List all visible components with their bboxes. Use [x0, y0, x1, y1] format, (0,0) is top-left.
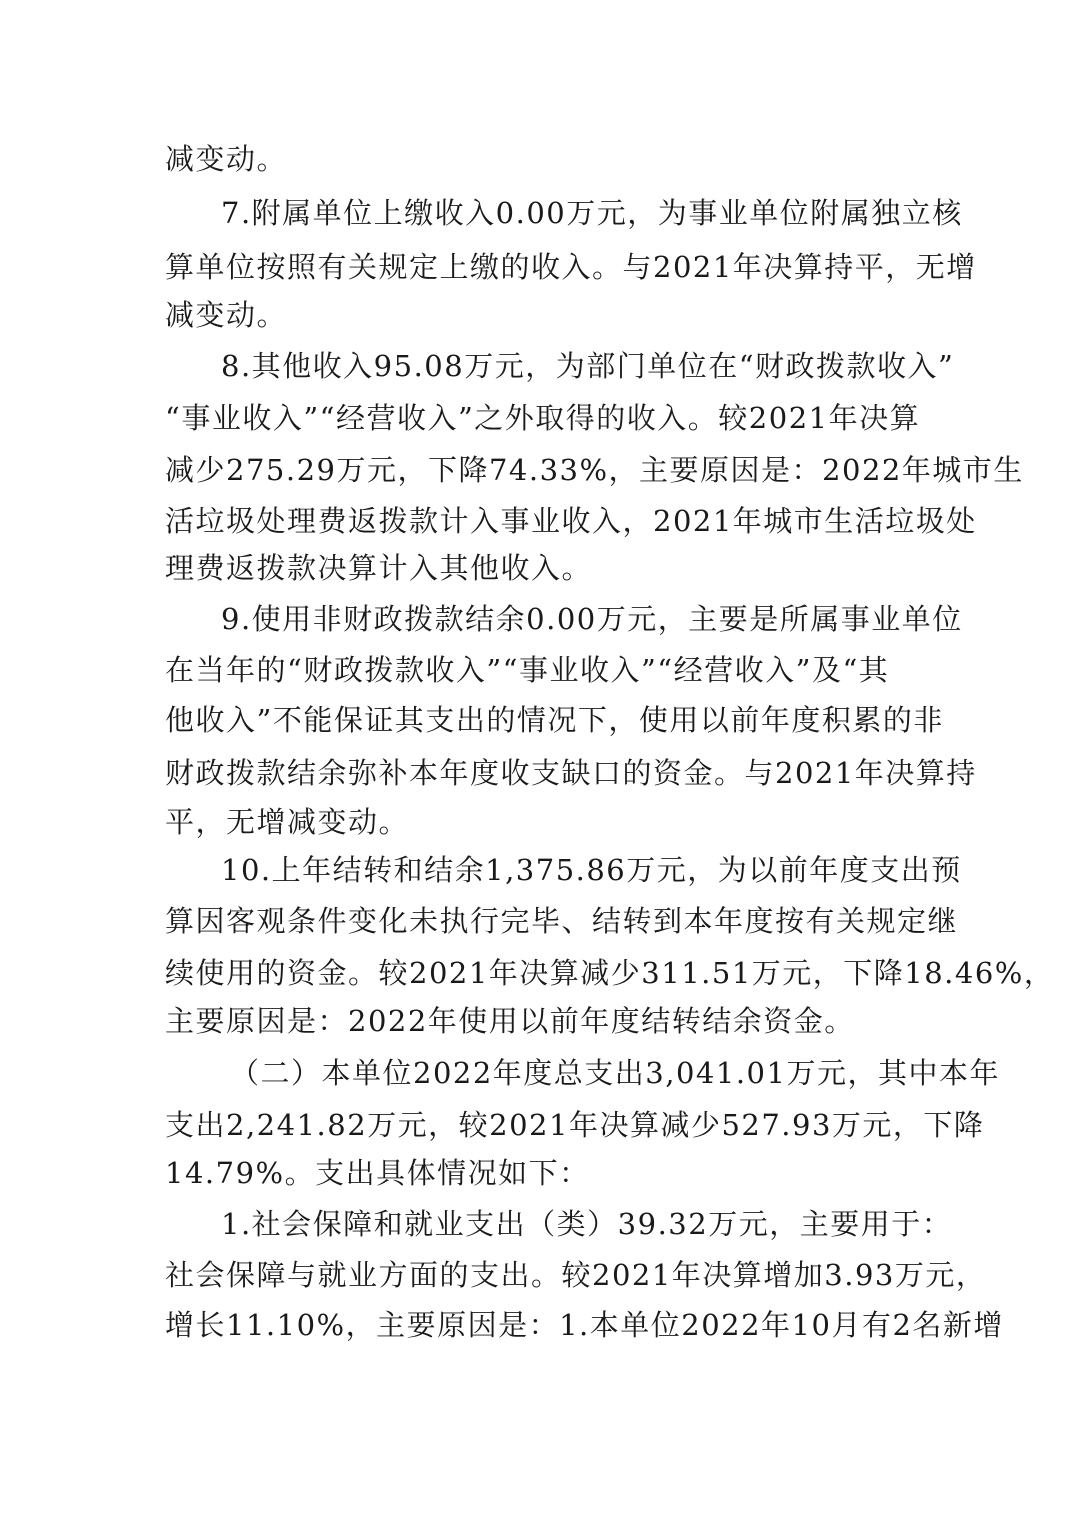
text-line: 减变动。 [165, 142, 288, 176]
text-line: 平，无增减变动。 [165, 805, 410, 839]
text-line: 8.其他收入95.08万元，为部门单位在“财政拨款收入” [221, 349, 955, 383]
text-line: 在当年的“财政拨款收入”“事业收入”“经营收入”及“其 [165, 653, 890, 687]
text-line: 续使用的资金。较2021年决算减少311.51万元，下降18.46%， [165, 956, 1055, 990]
text-line: 7.附属单位上缴收入0.00万元，为事业单位附属独立核 [221, 196, 963, 230]
text-line: 算单位按照有关规定上缴的收入。与2021年决算持平，无增 [165, 250, 977, 284]
text-line: 理费返拨款决算计入其他收入。 [165, 551, 593, 585]
text-line: 14.79%。支出具体情况如下： [165, 1156, 590, 1190]
text-line: 主要原因是：2022年使用以前年度结转结余资金。 [165, 1004, 855, 1038]
text-line: 支出2,241.82万元，较2021年决算减少527.93万元，下降 [165, 1108, 985, 1142]
text-line: 增长11.10%，主要原因是：1.本单位2022年10月有2名新增 [165, 1308, 1004, 1342]
text-line: “事业收入”“经营收入”之外取得的收入。较2021年决算 [165, 401, 921, 435]
text-line: 活垃圾处理费返拨款计入事业收入，2021年城市生活垃圾处 [165, 504, 977, 538]
text-line: 财政拨款结余弥补本年度收支缺口的资金。与2021年决算持 [165, 756, 977, 790]
text-line: （二）本单位2022年度总支出3,041.01万元，其中本年 [230, 1056, 1000, 1090]
text-line: 1.社会保障和就业支出（类）39.32万元，主要用于： [221, 1207, 953, 1241]
text-line: 算因客观条件变化未执行完毕、结转到本年度按有关规定继 [165, 904, 959, 938]
text-line: 他收入”不能保证其支出的情况下，使用以前年度积累的非 [165, 703, 944, 737]
text-line: 10.上年结转和结余1,375.86万元，为以前年度支出预 [221, 853, 962, 887]
text-line: 减变动。 [165, 298, 288, 332]
text-line: 社会保障与就业方面的支出。较2021年决算增加3.93万元， [165, 1258, 987, 1292]
text-line: 9.使用非财政拨款结余0.00万元，主要是所属事业单位 [221, 602, 963, 636]
text-line: 减少275.29万元，下降74.33%，主要原因是：2022年城市生 [165, 453, 1024, 487]
